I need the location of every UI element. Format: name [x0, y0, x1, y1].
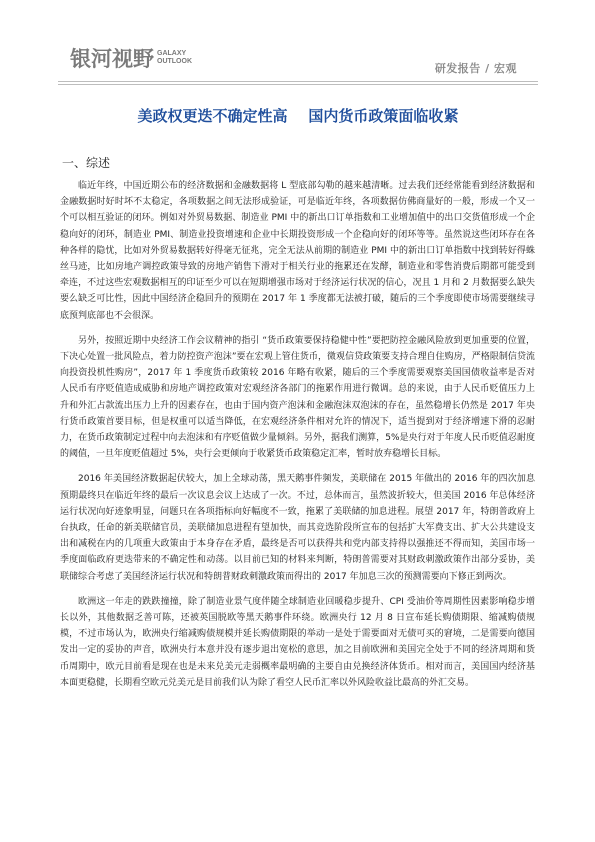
paragraph: 2016 年美国经济数据起伏较大，加上全球动荡，黑天鹅事件频发，美联储在 2015 年做出的 2016 年的四次加息预期最终只在临近年终的最后一次议息会议上达成了一次。不过，总体而言，虽然波折较大，但美国 2016 年总体经济运行状况向好迹象明显，问题只在各项指标向好幅度不一致，拖累了美联储的加息进程。展望 2017 年，特朗普政府上台执政，任命的新美联储官员，美联储加息进程有望加快，而其竞选阶段所宣布的包括扩大军费支出、扩大公共建设支出和减税在内的几项重大政策由于本身存在矛盾，最终是否可以获得共和党内部支持得以强推还不得而知，美国市场一季度面临政府更迭带来的不确定性和动荡。以目前已知的材料来判断，特朗普需要对其财政刺激政策作出部分妥协，美联储综合考虑了美国经济运行状况和特朗普财政刺激政策而得出的 2017 年加息三次的预测需要向下修正到两次。	[60, 474, 535, 582]
paragraph: 另外，按照近期中央经济工作会议精神的指引 “货币政策要保持稳健中性”要把防控金融风险放到更加重要的位置，下决心处置一批风险点，着力防控资产泡沫”要在宏观上管住货币，微观信贷政策要支持合理自住购房，严格限制信贷流向投资投机性购房”，2017 年 1 季度货币政策较 2016 年略有收紧，随后的三个季度需要观察美国国债收益率是否对人民币有序贬值造成威胁和房地产调控政策对宏观经济各部门的拖累作用进行微调。总的来说，由于人民币贬值压力上升和外汇占款流出压力上升的因素存在，也由于国内资产泡沫和金融泡沫双泡沫的存在，虽然稳增长仍然是 2017 年央行货币政策首要目标，但是权重可以适当降低，在宏观经济条件相对允许的情况下，适当提到对于经济增速下滑的忍耐力，在货币政策制定过程中向去泡沫和有序贬值做少量倾斜。另外，据我们测算，5%是央行对于年度人民币贬值忍耐度的阈值，一旦年度贬值超过 5%，央行会更倾向于收紧货币政策稳定汇率，暂时放弃稳增长目标。	[60, 335, 535, 460]
logo-chinese-text: 银河视野	[70, 47, 154, 71]
logo-en-line1: GALAXY	[157, 50, 187, 57]
logo-english-text	[157, 50, 192, 66]
galaxy-logo	[70, 43, 192, 73]
page-header	[0, 0, 595, 86]
logo-en-line2: OUTLOOK	[157, 58, 192, 65]
report-body	[60, 178, 535, 700]
report-title: 美政权更迭不确定性高 国内货币政策面临收紧	[137, 107, 459, 125]
header-rule-top	[58, 81, 538, 82]
section-heading: 一、综述	[62, 156, 111, 170]
header-rule-bottom	[58, 84, 538, 85]
report-category: 研发报告 / 宏观	[434, 62, 517, 75]
paragraph: 临近年终，中国近期公布的经济数据和金融数据将 L 型底部勾勒的越来越清晰。过去我们还经常能看到经济数据和金融数据时好时坏不太稳定，各项数据之间无法形成验证，可是临近年终，各项数据仿佛商量好的一般，形成一个又一个可以相互验证的闭环。例如对外贸易数据、制造业 PMI 中的新出口订单指数和工业增加值中的出口交货值形成一个企稳向好的闭环，制造业 PMI、制造业投资增速和企业中长期投资形成一个企稳向好的闭环等等。虽然说这些闭环存在各种各样的隐忧，比如对外贸易数据转好得毫无征兆，完全无法从前期的制造业 PMI 中的新出口订单指数中找到转好得蛛丝马迹，比如房地产调控政策导致的房地产销售下滑对于相关行业的拖累还在发酵，制造业和零售消费后期都可能受到牵连，不过这些宏观数据相互的印证至少可以在短期增强市场对于经济运行状况的信心，况且 1 月和 2 月数据要么缺失要么缺乏可比性，因此中国经济企稳回升的预期在 2017 年 1 季度都无法被打破，随后的三个季度即使市场需要继续寻底预判底部也不会很深。	[60, 181, 535, 321]
paragraph: 欧洲这一年走的跌跌撞撞，除了制造业景气度伴随全球制造业回暖稳步提升、CPI 受油价等周期性因素影响稳步增长以外，其他数据乏善可陈，还被英国脱欧等黑天鹅事件环绕。欧洲央行 12 月 8 日宣布延长购债期限、缩减购债规模，不过市场认为，欧洲央行缩减购债规模并延长购债期限的举动一是处于需要面对无债可买的窘境，二是需要向德国发出一定的妥协的声音，欧洲央行本意并没有逐步退出宽松的意思，加之目前欧洲和美国完全处于不同的经济周期和货币周期中，欧元目前看是现在也是未来兑美元走弱概率最明确的主要自由兑换经济体货币。相对而言，美国国内经济基本面更稳健，长期看空欧元兑美元是目前我们认为除了看空人民币汇率以外风险收益比最高的外汇交易。	[60, 596, 535, 688]
